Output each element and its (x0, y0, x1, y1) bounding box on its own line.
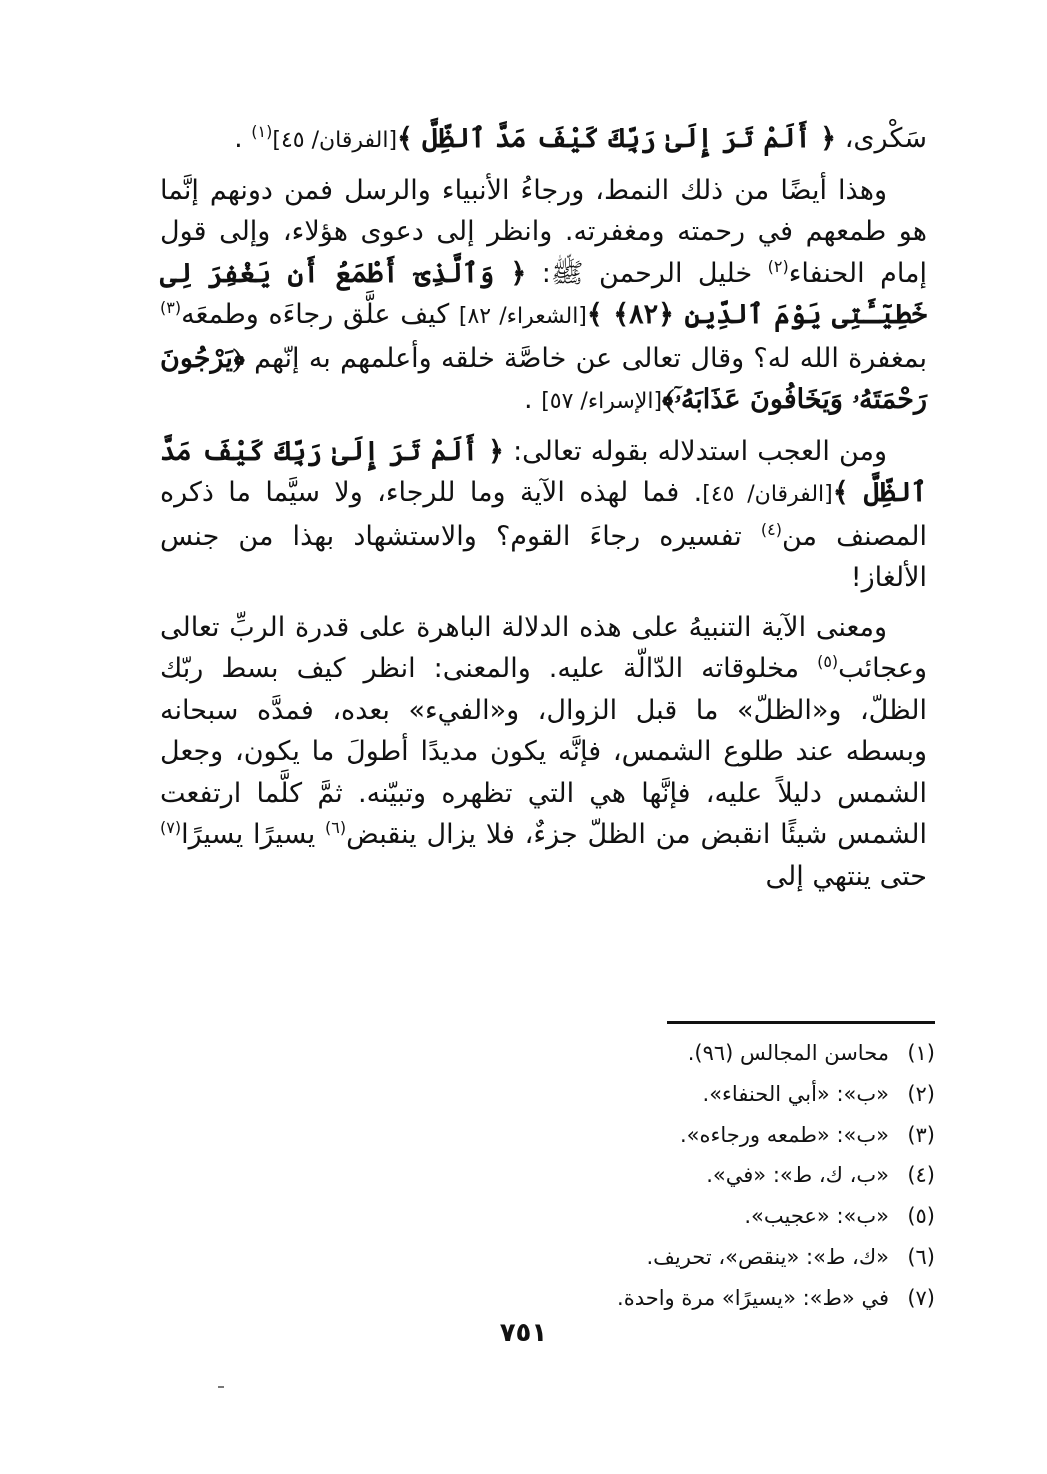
quran-verse: ﴿ أَلَمْ تَرَ إِلَىٰ رَبِّكَ كَيْفَ مَدَّ ٱلظِّلَّ ﴾ (397, 123, 837, 154)
text-run: . (524, 384, 542, 415)
footnote-number: (٥) (907, 1204, 935, 1229)
footnote-text: «ب»: «أبي الحنفاء». (702, 1081, 889, 1106)
footnote-7 (300, 1278, 935, 1319)
footnote-2 (300, 1074, 935, 1115)
footnote-text: «ك، ط»: «ينقص»، تحريف. (646, 1244, 889, 1269)
footnote-number: (٤) (907, 1163, 935, 1188)
text-run: يسيرًا يسيرًا (181, 819, 326, 850)
verse-reference: [الشعراء/ ٨٢] (458, 304, 587, 329)
footnote-number: (١) (907, 1041, 935, 1065)
text-run: وهذا أيضًا من ذلك النمط، ورجاءُ الأنبياء والرسل فمن دونهم إنَّما هو طمعهم في رحمته ومغفرته. وانظر إلى دعوى هؤلاء، وإلى قول إمام الحنفاء (160, 174, 928, 289)
verse-reference: [الفرقان/ ٤٥] (272, 128, 398, 153)
footnote-text: محاسن المجالس (٩٦). (687, 1041, 889, 1065)
text-run: مخلوقاته الدّالّة عليه. والمعنى: انظر كيف بسط ربّك الظلّ، و«الظلّ» ما قبل الزوال، و«الفيء» بعده، فمدَّه سبحانه وبسطه عند طلوع الشمس، فإنَّه يكون مديدًا أطولَ ما يكون، وجعل الشمس دليلاً عليه، فإنَّها هي التي تظهره وتبيّنه. ثمَّ كلَّما ارتفعت الشمس شيئًا انقبض من الظلّ جزءٌ، فلا يزال ينقبض (160, 653, 927, 850)
quran-verse: ﴿يَرْجُونَ رَحْمَتَهُۥ وَيَخَافُونَ عَذَابَهُۥٓ﴾ (160, 342, 927, 415)
page-number: ٧٥١ (499, 1318, 548, 1348)
text-run: بمغفرة الله له؟ وقال تعالى عن خاصَّة خلقه وأعلمهم به إنّهم (244, 342, 927, 374)
footnote-divider (667, 1021, 935, 1024)
text-run: حتى ينتهي إلى (765, 860, 927, 892)
footnote-marker: (٢) (767, 256, 789, 276)
footnote-marker: (٣) (160, 298, 182, 317)
scan-speck (218, 1386, 224, 1388)
text-run: . (234, 123, 252, 154)
footnote-text: في «ط»: «يسيرًا» مرة واحدة. (617, 1285, 889, 1310)
footnote-marker: (٦) (325, 818, 347, 837)
footnote-text: «ب»: «طمعه ورجاءه». (679, 1122, 889, 1147)
footnote-marker: (٤) (760, 519, 782, 539)
footnote-1 (300, 1033, 935, 1074)
footnote-text: «ب، ك، ط»: «في». (706, 1163, 889, 1188)
footnote-text: «ب»: «عجيب». (744, 1204, 889, 1229)
footnote-5 (300, 1196, 935, 1237)
text-run: ومعنى الآية التنبيهُ على هذه الدلالة الباهرة على قدرة الربِّ تعالى وعجائب (160, 611, 927, 684)
footnote-4 (300, 1155, 935, 1196)
footnote-3 (300, 1115, 935, 1156)
paragraph-2 (160, 170, 927, 423)
verse-reference: [الفرقان/ ٤٥] (702, 482, 833, 507)
text-run: ومن العجب استدلاله بقوله تعالى: (504, 435, 888, 467)
text-run: كيف علَّق رجاءَه وطمعَه (181, 299, 459, 330)
text-run: تفسيره رجاءَ القوم؟ والاستشهاد بهذا من جنس الألغاز! (160, 520, 927, 593)
footnote-6 (300, 1237, 935, 1278)
text-run: سَكْرى، (836, 123, 927, 154)
verse-reference: [الإسراء/ ٥٧] (541, 389, 663, 414)
quran-verse: ﴿ أَلَمْ تَرَ إِلَىٰ رَبِّكَ كَيْفَ مَدَّ ٱلظِّلَّ ﴾ (160, 435, 928, 508)
text-run: . فما لهذه الآية وما للرجاء، ولا سيَّما ما ذكره المصنف من (160, 477, 927, 552)
paragraph-3 (160, 431, 927, 599)
footnote-number: (٧) (907, 1285, 935, 1310)
footnote-number: (٣) (907, 1122, 935, 1147)
footnote-marker: (١) (251, 122, 273, 141)
main-text (160, 118, 927, 897)
text-run: خليل الرحمن ﷺ: (526, 257, 768, 289)
footnotes-list (300, 1033, 935, 1319)
footnote-number: (٦) (907, 1244, 935, 1269)
paragraph-4 (160, 607, 927, 898)
footnote-marker: (٧) (160, 818, 182, 837)
footnote-number: (٢) (907, 1081, 935, 1106)
footnote-marker: (٥) (817, 652, 839, 671)
paragraph-1 (160, 118, 927, 162)
quran-verse: ﴿ وَٱلَّذِىٓ أَطْمَعُ أَن يَغْفِرَ لِى خَطِيٓـَٔتِى يَوْمَ ٱلدِّينِ ﴿٨٢﴾ ﴾ (160, 257, 927, 330)
